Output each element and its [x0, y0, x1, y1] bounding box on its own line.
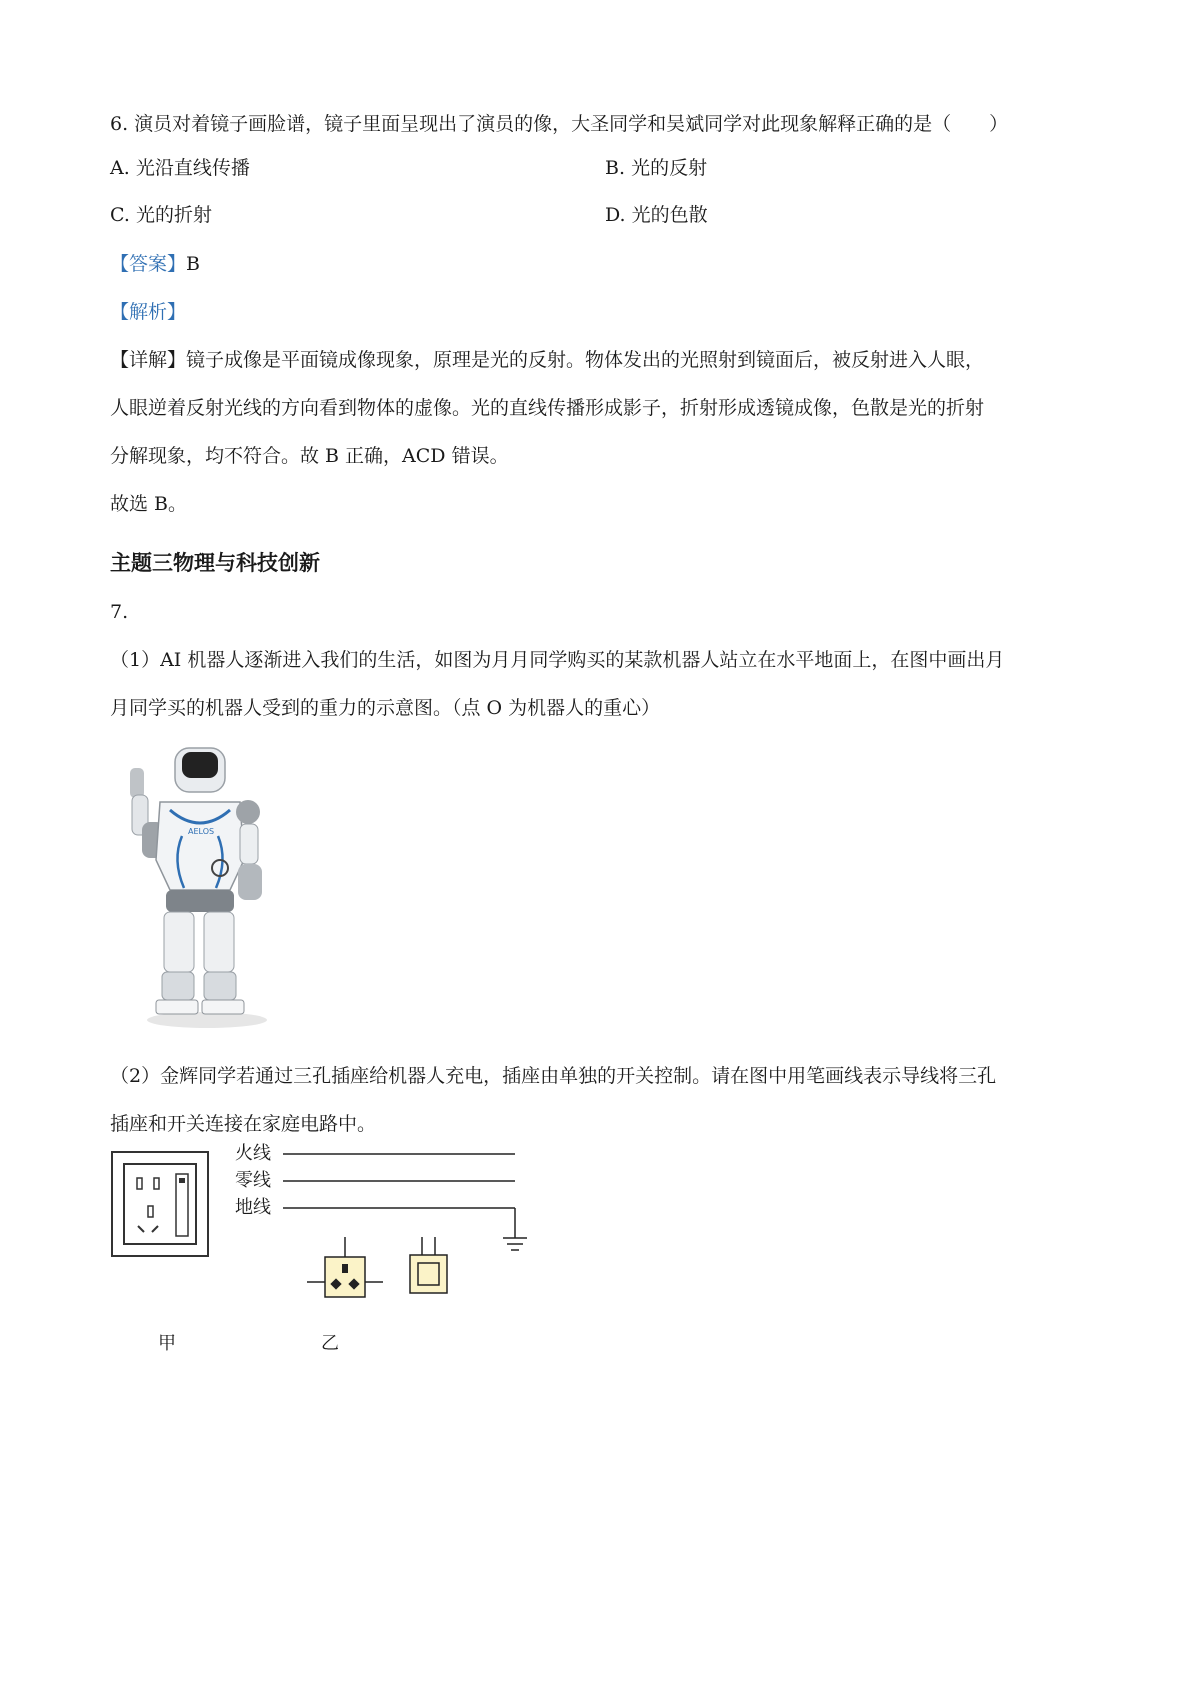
- robot-figure: [112, 740, 282, 1030]
- ground-symbol: [503, 1238, 527, 1250]
- three-hole-socket-icon: [307, 1237, 383, 1297]
- q7-number: 7.: [110, 601, 129, 623]
- option-label: A.: [110, 157, 130, 179]
- household-circuit-figure: [275, 1140, 545, 1300]
- option-label: C.: [110, 204, 130, 226]
- q6-option-c: [110, 201, 212, 229]
- detail-tag: 【详解】: [110, 349, 187, 371]
- wire-label-ground: 地线: [235, 1197, 271, 1218]
- option-text: 光的折射: [135, 204, 212, 226]
- detail-line-1: [110, 346, 984, 374]
- detail-text: 镜子成像是平面镜成像现象，原理是光的反射。物体发出的光照射到镜面后，被反射进入人眼，: [186, 349, 985, 371]
- option-text: 光沿直线传播: [135, 157, 250, 179]
- conclusion: 故选 B。: [110, 493, 188, 515]
- wire-label-neutral: 零线: [235, 1170, 271, 1191]
- q7-part1-line-1: （1）AI 机器人逐渐进入我们的生活，如图为月月同学购买的某款机器人站立在水平地面上，在图中画出月: [110, 649, 1005, 671]
- detail-line-3: 分解现象，均不符合。故 B 正确，ACD 错误。: [110, 445, 509, 467]
- option-text: 光的色散: [631, 204, 708, 226]
- option-label: B.: [605, 157, 626, 179]
- detail-line-2: 人眼逆着反射光线的方向看到物体的虚像。光的直线传播形成影子，折射形成透镜成像，色散是光的折射: [110, 397, 985, 419]
- answer-line: [110, 250, 200, 278]
- q6-option-d: [605, 201, 708, 229]
- caption-yi: 乙: [321, 1333, 339, 1354]
- switch-icon: [410, 1237, 447, 1293]
- analysis-tag: 【解析】: [110, 301, 187, 323]
- wire-label-live: 火线: [235, 1143, 271, 1164]
- q6-option-a: [110, 154, 250, 182]
- option-label: D.: [605, 204, 626, 226]
- answer-value: B: [186, 253, 200, 275]
- q6-stem: 6. 演员对着镜子画脸谱，镜子里面呈现出了演员的像，大圣同学和吴斌同学对此现象解释正确的是（ ）: [110, 113, 1009, 135]
- caption-jia: 甲: [158, 1333, 176, 1354]
- q7-part2-line-2: 插座和开关连接在家庭电路中。: [110, 1113, 377, 1135]
- q7-part2-line-1: （2）金辉同学若通过三孔插座给机器人充电，插座由单独的开关控制。请在图中用笔画线表示导线将三孔: [110, 1065, 997, 1087]
- section-title: 主题三物理与科技创新: [110, 551, 320, 575]
- q6-option-b: [605, 154, 707, 182]
- option-text: 光的反射: [631, 157, 708, 179]
- q7-part1-line-2: 月同学买的机器人受到的重力的示意图。（点 O 为机器人的重心）: [110, 697, 661, 719]
- robot-logo: AELOS: [188, 827, 215, 836]
- answer-tag: 【答案】: [110, 253, 187, 275]
- socket-switch-panel-figure: [110, 1150, 210, 1258]
